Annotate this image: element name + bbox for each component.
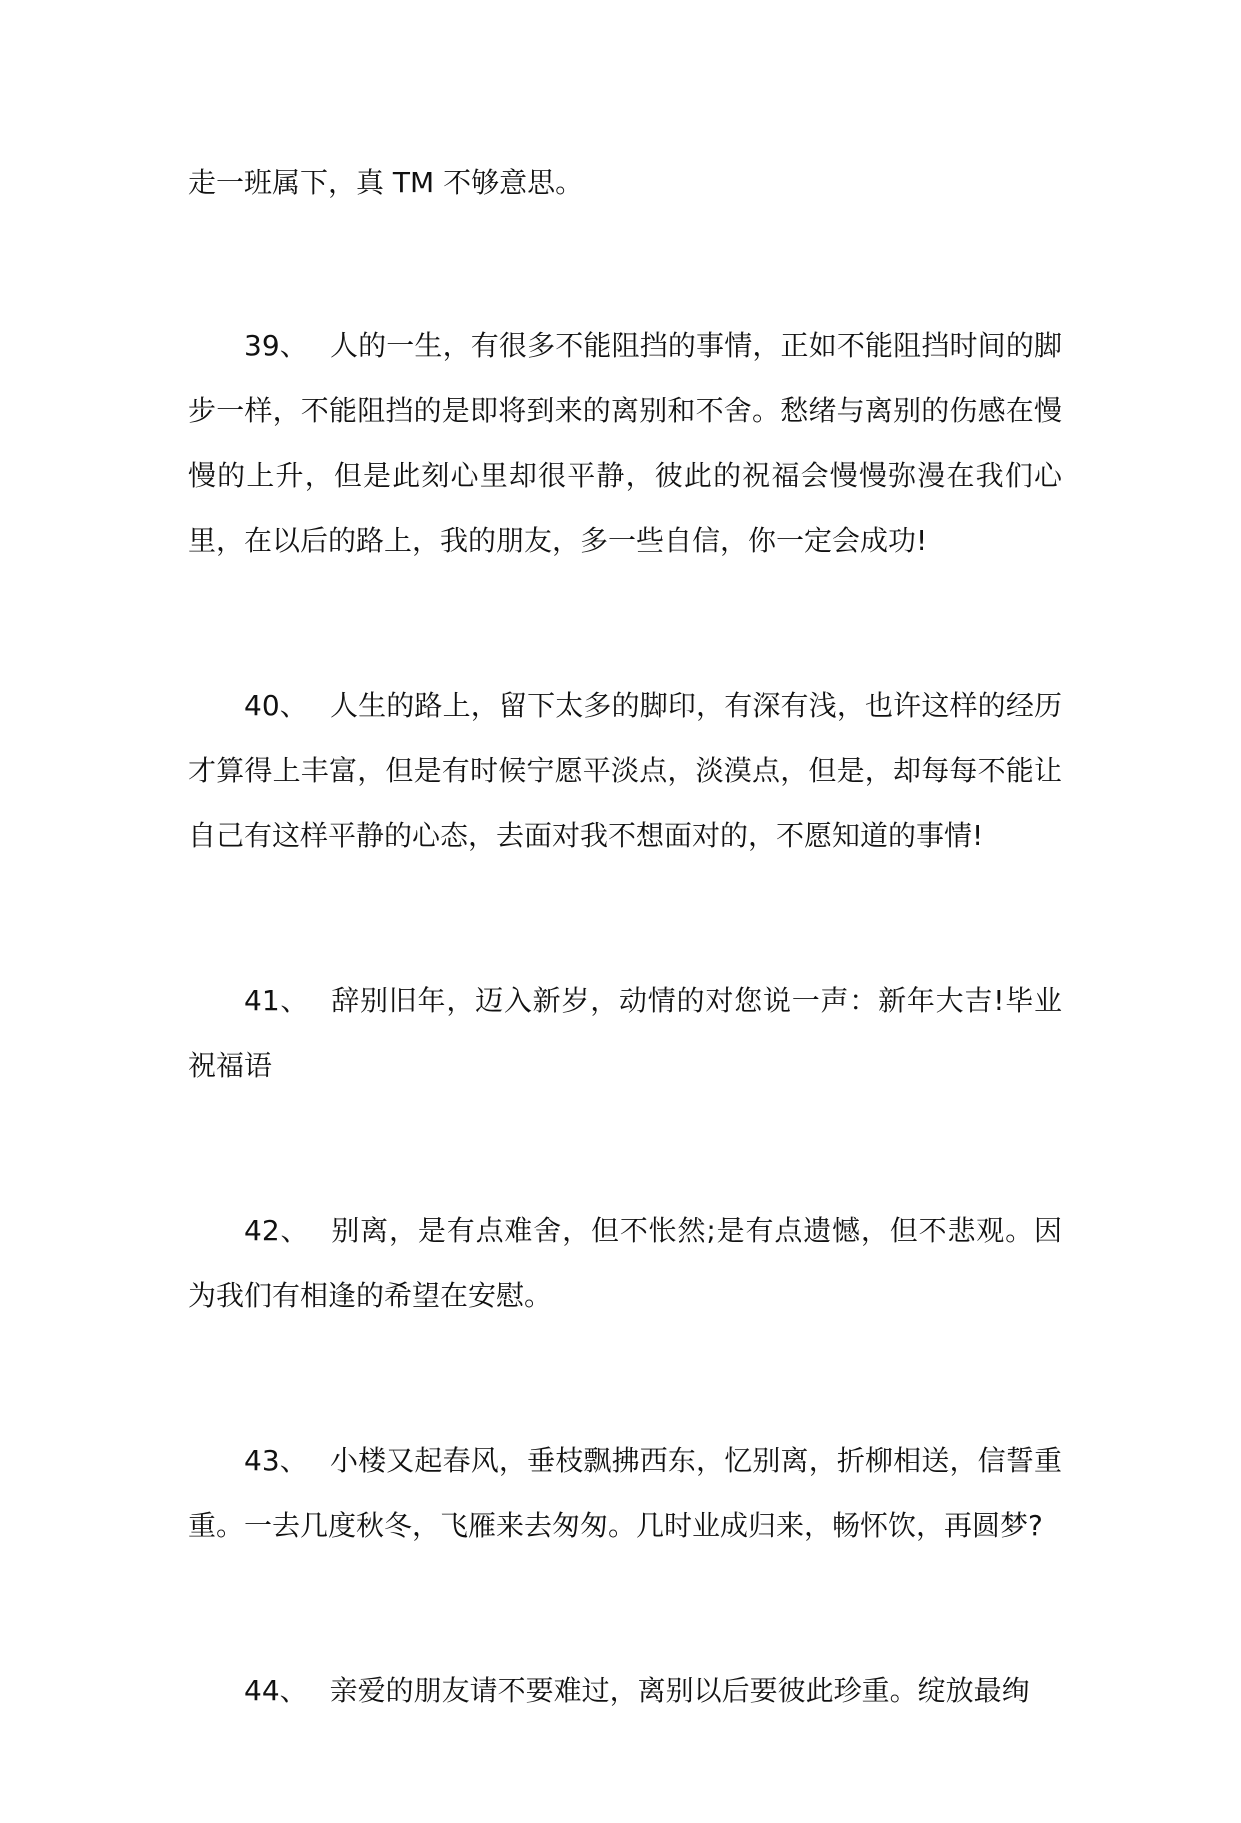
paragraph-text: 小楼又起春风，垂枝飘拂西东，忆别离，折柳相送，信誓重重。一去几度秋冬，飞雁来去匆匆。几时业成归来，畅怀饮，再圆梦? [188,1444,1062,1542]
paragraph-42 [188,1198,1062,1328]
paragraph-39 [188,313,1062,573]
paragraph-text: 别离，是有点难舍，但不怅然;是有点遗憾，但不悲观。因为我们有相逢的希望在安慰。 [188,1214,1062,1312]
paragraph-continuation [188,150,1062,215]
paragraph-text: 人生的路上，留下太多的脚印，有深有浅，也许这样的经历才算得上丰富，但是有时候宁愿平淡点，淡漠点，但是，却每每不能让自己有这样平静的心态，去面对我不想面对的，不愿知道的事情! [188,689,1062,852]
paragraph-44 [188,1658,1062,1723]
paragraph-number: 43、 [244,1444,308,1477]
paragraph-text: 亲爱的朋友请不要难过，离别以后要彼此珍重。绽放最绚 [329,1674,1030,1707]
paragraph-43 [188,1428,1062,1558]
paragraph-text: 人的一生，有很多不能阻挡的事情，正如不能阻挡时间的脚步一样，不能阻挡的是即将到来的离别和不舍。愁绪与离别的伤感在慢慢的上升，但是此刻心里却很平静，彼此的祝福会慢慢弥漫在我们心里，在以后的路上，我的朋友，多一些自信，你一定会成功! [188,329,1062,557]
paragraph-number: 44、 [244,1674,308,1707]
paragraph-text: 辞别旧年，迈入新岁，动情的对您说一声：新年大吉!毕业祝福语 [188,984,1062,1082]
paragraph-number: 41、 [244,984,310,1017]
paragraph-text: 走一班属下，真 TM 不够意思。 [188,166,584,199]
paragraph-41 [188,968,1062,1098]
paragraph-number: 40、 [244,689,308,722]
document-body [188,150,1062,1823]
paragraph-40 [188,673,1062,868]
paragraph-number: 39、 [244,329,308,362]
paragraph-number: 42、 [244,1214,310,1247]
